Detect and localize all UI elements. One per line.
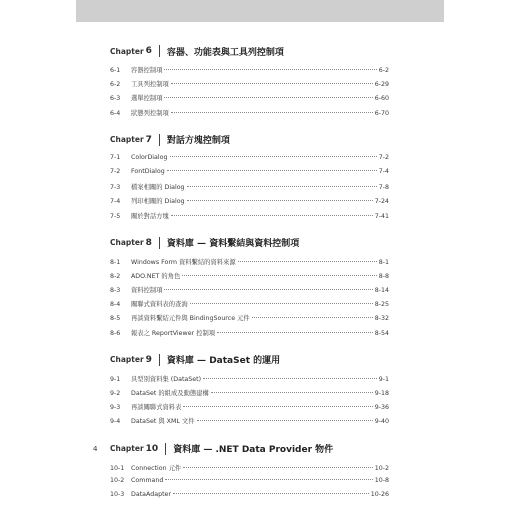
chapter-heading	[110, 42, 389, 60]
chapter-heading	[110, 440, 389, 458]
dot-leader	[187, 186, 377, 187]
entry-number: 7-3	[110, 184, 121, 192]
entry-page: 8-25	[374, 301, 389, 309]
toc-entry	[110, 477, 389, 491]
entry-number: 9-1	[110, 375, 121, 383]
entry-title: 關於對話方塊	[131, 212, 169, 220]
entry-page: 10-2	[374, 464, 389, 472]
toc-entry	[110, 257, 389, 271]
entry-page: 6-2	[378, 67, 389, 74]
entry-title: 資料控制項	[131, 287, 163, 295]
dot-leader	[164, 69, 376, 70]
chapter-label: Chapter	[110, 444, 144, 454]
entry-title: 工具列控制項	[131, 81, 169, 89]
entry-page: 7-2	[378, 153, 389, 161]
entry-number: 7-5	[110, 212, 121, 220]
entry-number: 6-3	[110, 95, 121, 103]
chapter-heading	[110, 351, 389, 369]
chapter-title: 容器、功能表與工具列控制項	[166, 47, 284, 58]
entry-page: 8-1	[378, 258, 389, 266]
entry-page: 6-70	[374, 109, 389, 117]
dot-leader	[171, 215, 373, 216]
chapter-separator	[159, 45, 160, 57]
entry-title: 再談資料繫結元件與 BindingSource 元件	[131, 315, 250, 323]
page-number: 4	[93, 445, 98, 453]
entry-number: 9-2	[110, 390, 121, 397]
toc-entry	[110, 416, 389, 430]
chapter-number: 10	[145, 443, 159, 454]
entry-page: 10-26	[370, 490, 389, 498]
entry-number: 8-4	[110, 301, 121, 309]
chapter-label: Chapter	[110, 135, 144, 145]
entry-title: 容器控制項	[131, 67, 163, 74]
dot-leader	[203, 378, 377, 379]
chapter-heading	[110, 131, 389, 149]
entry-number: 6-1	[110, 67, 121, 74]
chapter-separator	[165, 443, 166, 455]
dot-leader	[183, 406, 372, 407]
dot-leader	[182, 275, 376, 276]
entry-number: 8-2	[110, 272, 121, 280]
entry-page: 9-1	[378, 375, 389, 383]
chapter-8-section	[110, 234, 389, 342]
toc-entry	[110, 211, 389, 225]
chapter-title: 資料庫 — DataSet 的運用	[166, 356, 281, 367]
chapter-6-section	[110, 42, 389, 122]
toc-entry	[110, 93, 389, 107]
entry-title: 具型別資料集 (DataSet)	[131, 375, 202, 383]
entry-page: 6-29	[374, 81, 389, 89]
dot-leader	[211, 392, 373, 393]
chapter-number: 9	[145, 354, 152, 365]
entry-number: 8-6	[110, 329, 121, 337]
dot-leader	[187, 200, 373, 201]
table-of-contents	[110, 42, 389, 514]
toc-entry	[110, 374, 389, 388]
entry-page: 9-18	[374, 390, 389, 397]
toc-entry	[110, 196, 389, 210]
entry-title: DataSet 與 XML 文件	[131, 418, 195, 426]
dot-leader	[171, 112, 373, 113]
toc-entry	[110, 108, 389, 122]
dot-leader	[217, 332, 373, 333]
toc-entry	[110, 65, 389, 79]
entry-title: ADO.NET 的角色	[131, 272, 181, 280]
chapter-number: 6	[145, 46, 152, 56]
entry-title: DataSet 的組成及動態建構	[131, 390, 209, 397]
chapter-title: 對話方塊控制項	[166, 136, 230, 147]
entry-number: 6-4	[110, 109, 121, 117]
toc-entry	[110, 285, 389, 299]
toc-entry	[110, 388, 389, 402]
toc-entry	[110, 463, 389, 477]
entry-title: 狀態列控制項	[131, 109, 169, 117]
toc-entry	[110, 313, 389, 327]
dot-leader	[167, 170, 377, 171]
entry-title: 關聯式資料表的查詢	[131, 301, 188, 309]
toc-entry	[110, 271, 389, 285]
entry-number: 8-5	[110, 315, 121, 323]
entry-number: 7-1	[110, 153, 121, 161]
entry-number: 10-3	[110, 490, 125, 498]
dot-leader	[171, 83, 373, 84]
entry-number: 8-3	[110, 287, 121, 295]
toc-entry	[110, 328, 389, 342]
entry-title: Windows Form 資料繫結的資料來源	[131, 258, 236, 266]
entry-title: ColorDialog	[131, 153, 168, 161]
entry-page: 9-36	[374, 404, 389, 412]
chapter-9-section	[110, 351, 389, 431]
toc-entry	[110, 182, 389, 196]
dot-leader	[190, 303, 373, 304]
entry-title: 檔案相關的 Dialog	[131, 184, 185, 192]
toc-entry	[110, 79, 389, 93]
entry-title: 報表之 ReportViewer 控制項	[131, 329, 216, 337]
entry-number: 10-1	[110, 464, 125, 472]
toc-entry	[110, 491, 389, 505]
chapter-title: 資料庫 — .NET Data Provider 物件	[173, 445, 334, 456]
entry-title: Connection 元件	[131, 464, 182, 472]
entry-page: 10-8	[374, 476, 389, 484]
entry-title: Command	[131, 476, 164, 484]
dot-leader	[238, 261, 377, 262]
entry-number: 7-2	[110, 167, 121, 175]
toc-entry	[110, 299, 389, 313]
chapter-separator	[159, 354, 160, 366]
dot-leader	[173, 493, 369, 494]
entry-title: FontDialog	[131, 167, 165, 175]
entry-page: 7-41	[374, 212, 389, 220]
toc-entry	[110, 402, 389, 416]
chapter-label: Chapter	[110, 238, 144, 248]
entry-page: 7-4	[378, 167, 389, 175]
chapter-number: 7	[145, 134, 152, 145]
entry-page: 7-24	[374, 198, 389, 206]
entry-number: 9-4	[110, 418, 121, 426]
entry-number: 10-2	[110, 476, 125, 484]
dot-leader	[164, 289, 372, 290]
entry-number: 7-4	[110, 198, 121, 206]
entry-number: 8-1	[110, 258, 121, 266]
entry-number: 9-3	[110, 404, 121, 412]
entry-page: 9-40	[374, 418, 389, 426]
chapter-separator	[159, 134, 160, 146]
entry-page: 6-60	[374, 95, 389, 103]
top-header-bar	[76, 0, 444, 22]
entry-title: 選單控制項	[131, 95, 163, 103]
entry-number: 6-2	[110, 81, 121, 89]
entry-title: 列印相關的 Dialog	[131, 198, 185, 206]
dot-leader	[252, 317, 373, 318]
dot-leader	[197, 420, 373, 421]
entry-page: 8-14	[374, 287, 389, 295]
entry-title: 再談關聯式資料表	[131, 404, 182, 412]
dot-leader	[165, 479, 372, 480]
chapter-label: Chapter	[110, 355, 144, 365]
entry-page: 8-32	[374, 315, 389, 323]
chapter-label: Chapter	[110, 46, 144, 56]
toc-entry	[110, 168, 389, 182]
dot-leader	[183, 467, 372, 468]
chapter-separator	[159, 237, 160, 249]
dot-leader	[170, 156, 377, 157]
chapter-number: 8	[145, 237, 152, 248]
chapter-7-section	[110, 131, 389, 225]
entry-page: 8-54	[374, 329, 389, 337]
entry-title: DataAdapter	[131, 490, 172, 498]
chapter-10-section	[110, 440, 389, 506]
entry-page: 8-8	[378, 272, 389, 280]
entry-page: 7-8	[378, 184, 389, 192]
chapter-heading	[110, 234, 389, 252]
chapter-title: 資料庫 — 資料繫結與資料控制項	[166, 239, 300, 250]
toc-entry	[110, 154, 389, 168]
dot-leader	[164, 97, 372, 98]
